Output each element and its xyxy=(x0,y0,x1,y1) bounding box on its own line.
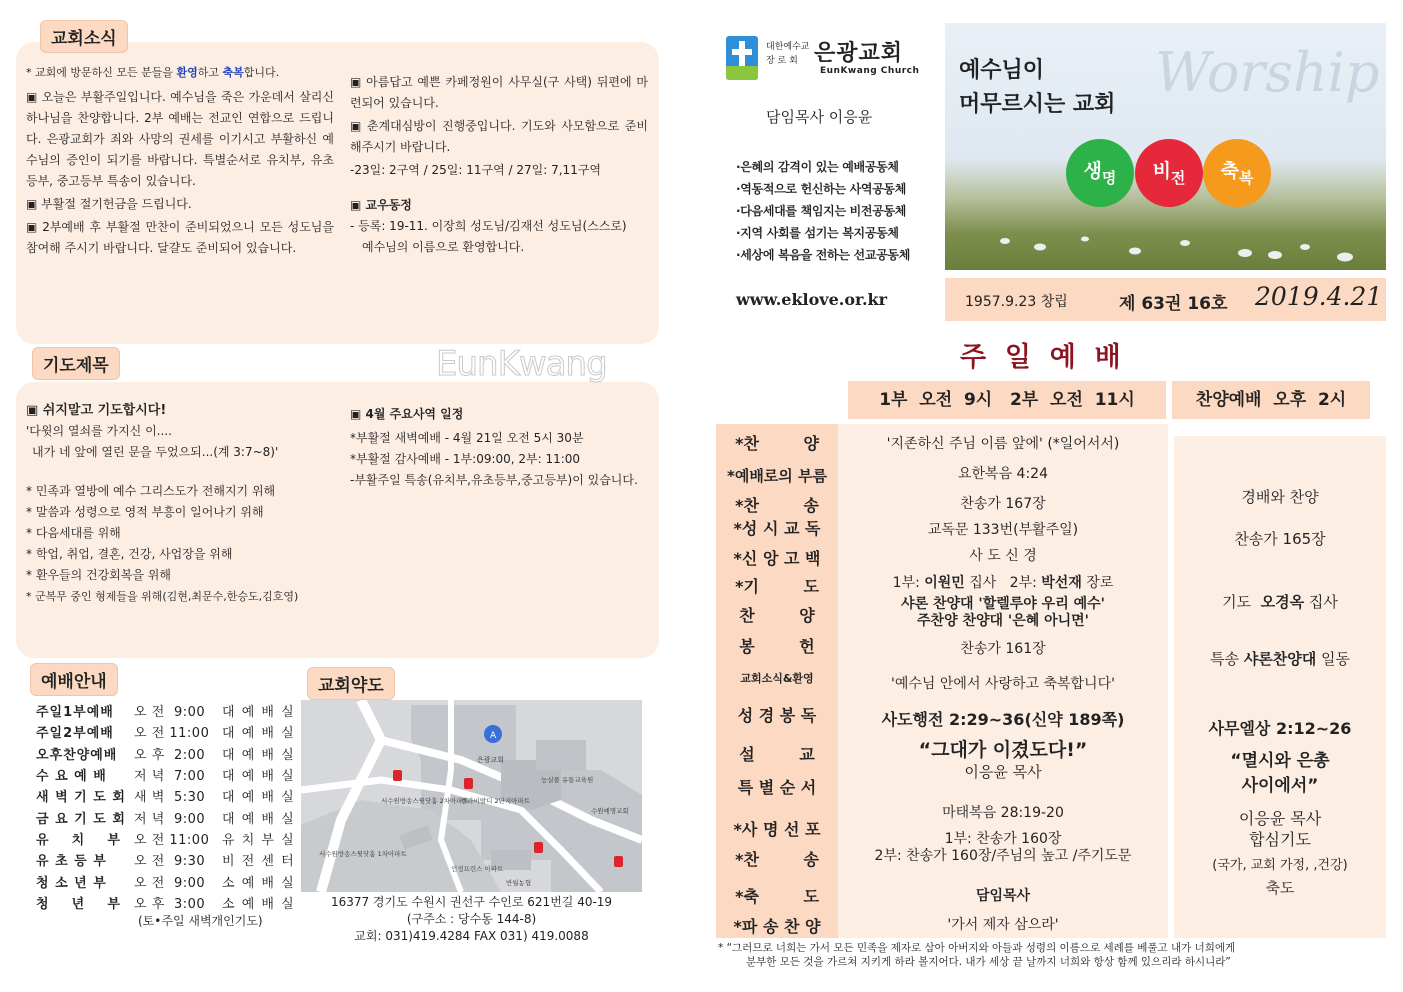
service-name: 주일1부예배 xyxy=(36,705,114,721)
vision-circle: 비$_전$ xyxy=(1135,139,1203,207)
order-label: 특 별 순 서 xyxy=(737,778,817,797)
service-time: 오 전 9:30 xyxy=(134,854,206,870)
prayer-item: * 환우들의 건강회복을 위해 xyxy=(26,568,171,582)
news-item: ▣ 아름답고 예쁜 카페정원이 사무실(구 사택) 뒤편에 마련되어 있습니다. xyxy=(350,75,648,110)
mission-item: ·세상에 복음을 전하는 선교공동체 xyxy=(736,248,910,262)
order-content: 담임목사 xyxy=(975,888,1031,904)
blessing-circle: 축$_복$ xyxy=(1203,139,1271,207)
church-map[interactable] xyxy=(301,700,642,892)
denomination: 대한예수교 장 로 회 xyxy=(766,42,810,66)
banner-line: 예수님이 xyxy=(959,58,1045,83)
preacher: 이응윤 목사 xyxy=(964,763,1042,781)
member-news-title: ▣ 교우동정 xyxy=(350,198,412,212)
order-label: *성 시 교 독 xyxy=(733,519,821,538)
order-label: *찬 송 xyxy=(735,496,819,515)
main-service-header: 1부 오전 9시 2부 오전 11시 xyxy=(848,381,1166,419)
order-content: '예수님 안에서 사랑하고 축복합니다' xyxy=(891,676,1115,692)
service-place: 대 예 배 실 xyxy=(222,790,296,806)
pastor-name: 담임목사 이응윤 xyxy=(766,108,873,126)
news-item: -23일: 2구역 / 25일: 11구역 / 27일: 7,11구역 xyxy=(350,163,602,177)
service-name: 청 소 년 부 xyxy=(36,875,107,891)
news-left-column xyxy=(26,62,334,259)
order-label: *축 도 xyxy=(735,887,819,906)
sermon-title: “그대가 이겼도다!” xyxy=(918,739,1088,761)
service-name: 수 요 예 배 xyxy=(36,769,107,785)
schedule-row xyxy=(34,892,297,913)
praise-order: 축도 xyxy=(1265,879,1295,897)
service-name: 주일2부예배 xyxy=(36,726,114,742)
address-line: 16377 경기도 수원시 권선구 수인로 621번길 40-19 xyxy=(330,895,613,909)
map-label: 능실풀 유통교육원 xyxy=(541,776,594,784)
prayer-tag: 기도제목 xyxy=(32,347,120,380)
service-place: 비 전 센 터 xyxy=(222,854,296,870)
order-label: *찬 송 xyxy=(735,850,819,869)
service-name: 유 초 등 부 xyxy=(36,854,107,870)
mission-item: ·은혜의 감격이 있는 예배공동체 xyxy=(736,160,899,174)
banner-image xyxy=(945,23,1386,270)
mission-item: ·역동적으로 헌신하는 사역공동체 xyxy=(736,182,907,196)
worship-title: 주 일 예 배 xyxy=(960,342,1121,373)
service-name: 금 요 기 도 회 xyxy=(36,811,126,827)
april-item: *부활절 감사예배 - 1부:09:00, 2부: 11:00 xyxy=(350,452,581,466)
prayer-item: * 민족과 열방에 예수 그리스도가 전해지기 위해 xyxy=(26,484,276,498)
schedule-note: (토•주일 새벽개인기도) xyxy=(138,914,263,928)
prayer-item: * 다음세대를 위해 xyxy=(26,526,121,540)
member-news-line: 예수님의 이름으로 환영합니다. xyxy=(362,240,525,254)
banner-line: 머무르시는 교회 xyxy=(959,92,1116,117)
order-label: *찬 양 xyxy=(735,434,819,453)
footer-verse: * “그러므로 너희는 가서 모든 민족을 제자로 삼아 아버지와 아들과 성령의 이름으로 세례를 베풀고 내가 너희에게 분부한 모든 것을 가르쳐 지키게 하라 볼지어다. 내가 세상 끝 날까지 너희와 항상 함께 있으리라 하시니라” xyxy=(718,942,1236,968)
order-content: 1부: 이원민 집사 2부: 박선재 장로 xyxy=(892,575,1114,591)
service-time: 새 벽 5:30 xyxy=(134,790,206,806)
schedule-row xyxy=(34,764,297,785)
service-name: 오후찬양예배 xyxy=(36,747,118,763)
prayer-verse: 내가 네 앞에 열린 문을 두었으되...(계 3:7~8)' xyxy=(32,445,279,459)
praise-sermon-title: “멸시와 은총 xyxy=(1230,751,1330,771)
order-content: 샤론 찬양대 '할렐루야 우리 예수' 주찬양 찬양대 '은혜 아니면' xyxy=(901,596,1105,629)
praise-order: (국가, 교회 가정, ,건강) xyxy=(1212,858,1348,873)
news-item: ▣ 2부예배 후 부활절 만찬이 준비되었으니 모든 성도님을 참여해 주시기 바랍니다. 달걀도 준비되어 있습니다. xyxy=(26,220,334,255)
map-label: 한라비발디 2단지아파트 xyxy=(461,797,530,805)
eunkwang-watermark: EunKwang xyxy=(436,344,607,384)
news-tag: 교회소식 xyxy=(40,20,128,53)
praise-order: 합심기도 xyxy=(1249,830,1311,849)
map-label: 은광교회 xyxy=(477,756,505,764)
order-content: '지존하신 주님 이름 앞에' (*일어서서) xyxy=(886,436,1120,452)
prayer-item: * 군복무 중인 형제들을 위해(김현,최문수,한승도,김호영) xyxy=(26,590,299,603)
schedule-table xyxy=(34,700,297,913)
praise-sermon-title: 사이에서” xyxy=(1241,776,1319,796)
map-label: 수원예명교회 xyxy=(591,807,629,815)
news-welcome: * 교회에 방문하신 모든 분들을 환영하고 축복합니다. xyxy=(26,66,280,79)
prayer-verse: '다윗의 열쇠를 가지신 이.... xyxy=(26,424,172,438)
scripture-reading: 사도행전 2:29~36(신약 189쪽) xyxy=(881,710,1125,729)
life-circle: 생$_명$ xyxy=(1066,139,1134,207)
schedule-row xyxy=(34,721,297,742)
service-place: 소 예 배 실 xyxy=(222,896,296,912)
service-place: 소 예 배 실 xyxy=(222,875,296,891)
service-place: 대 예 배 실 xyxy=(222,726,296,742)
april-item: -부활주일 특송(유치부,유초등부,중고등부)이 있습니다. xyxy=(350,473,638,487)
service-time: 오 전 9:00 xyxy=(134,705,206,721)
service-time: 저 녁 9:00 xyxy=(134,811,206,827)
service-time: 오 후 2:00 xyxy=(134,747,206,763)
order-label: *사 명 선 포 xyxy=(733,820,821,839)
order-content: 찬송가 167장 xyxy=(960,496,1046,512)
church-phone: 교회: 031)419.4284 FAX 031) 419.0088 xyxy=(354,929,589,943)
mission-item: ·다음세대를 책임지는 비전공동체 xyxy=(736,204,907,218)
order-content: 마태복음 28:19-20 xyxy=(942,805,1064,821)
address-old: (구주소 : 당수동 144-8) xyxy=(406,912,537,926)
service-name: 새 벽 기 도 회 xyxy=(36,790,126,806)
praise-order: 사무엘상 2:12~26 xyxy=(1208,719,1352,738)
order-content: 교독문 133번(부활주일) xyxy=(927,522,1079,538)
schedule-row xyxy=(34,870,297,891)
bus-stop-icon xyxy=(614,856,623,867)
order-label: *신 앙 고 백 xyxy=(733,549,821,568)
april-schedule xyxy=(350,404,648,491)
praise-order: 특송 샤론찬양대 일동 xyxy=(1210,650,1350,668)
schedule-row xyxy=(34,806,297,827)
order-label: *예배로의 부름 xyxy=(726,467,827,485)
order-content: 1부: 찬송가 160장 2부: 찬송가 160장/주님의 높고 /주기도문 xyxy=(874,831,1132,864)
april-title: ▣ 4월 주요사역 일정 xyxy=(350,407,464,421)
service-time: 오 후 3:00 xyxy=(134,896,206,912)
prayer-item: * 학업, 취업, 결혼, 건강, 사업장을 위해 xyxy=(26,547,233,561)
svg-text:A: A xyxy=(490,731,497,741)
order-label: 설 교 xyxy=(739,745,815,764)
service-time: 저 녁 7:00 xyxy=(134,769,206,785)
prayer-item: * 말씀과 성령으로 영적 부흥이 일어나기 위해 xyxy=(26,505,264,519)
service-name: 청 년 부 xyxy=(36,896,121,912)
praise-order: 찬송가 165장 xyxy=(1234,530,1326,548)
order-label: *기 도 xyxy=(735,577,819,596)
issue-date: 2019.4.21 xyxy=(1255,282,1383,311)
news-item: ▣ 오늘은 부활주일입니다. 예수님을 죽은 가운데서 살리신 하나님을 찬양합니다. 2부 예배는 전교인 연합으로 드립니다. 은광교회가 죄와 사망의 권세를 이기시고 부활하신 예수님의 증인이 되기를 바랍니다. 특별순서로 유치부, 유초등부, 중고등부 특송이 있습니다. xyxy=(26,90,334,188)
service-time: 오 전 11:00 xyxy=(134,832,210,848)
service-place: 대 예 배 실 xyxy=(222,747,296,763)
schedule-tag: 예배안내 xyxy=(30,663,118,696)
service-place: 대 예 배 실 xyxy=(222,811,296,827)
service-name: 유 치 부 xyxy=(36,832,121,848)
service-place: 유 치 부 실 xyxy=(222,832,296,848)
map-label: 반월농협 xyxy=(506,879,532,887)
schedule-row xyxy=(34,743,297,764)
service-place: 대 예 배 실 xyxy=(222,769,296,785)
church-website[interactable]: www.eklove.or.kr xyxy=(736,290,888,309)
map-tag: 교회약도 xyxy=(307,667,395,700)
mission-item: ·지역 사회를 섬기는 복지공동체 xyxy=(736,226,899,240)
order-content: 찬송가 161장 xyxy=(960,641,1046,657)
news-right-column xyxy=(350,72,648,258)
news-item: ▣ 춘계대심방이 진행중입니다. 기도와 사모함으로 준비해주시기 바랍니다. xyxy=(350,119,648,154)
order-content: 사 도 신 경 xyxy=(969,548,1037,564)
service-place: 대 예 배 실 xyxy=(222,705,296,721)
founded-date: 1957.9.23 창립 xyxy=(965,294,1068,310)
schedule-row xyxy=(34,828,297,849)
church-logo xyxy=(726,36,926,82)
sheep-illustration xyxy=(945,223,1386,270)
schedule-row xyxy=(34,700,297,721)
cross-logo-icon xyxy=(726,36,758,80)
praise-order: 경배와 찬양 xyxy=(1241,488,1319,506)
bus-stop-icon xyxy=(534,842,543,853)
issue-info-bar xyxy=(945,278,1386,321)
order-label: 봉 헌 xyxy=(739,637,815,656)
bus-stop-icon xyxy=(464,778,473,789)
order-content: '가서 제자 삼으라' xyxy=(947,917,1059,933)
order-label: *파 송 찬 양 xyxy=(733,917,821,936)
banner-script: Worship xyxy=(1155,41,1380,104)
praise-order: 이응윤 목사 xyxy=(1238,809,1322,828)
order-label: 교회소식&환영 xyxy=(740,672,814,685)
schedule-row xyxy=(34,849,297,870)
bus-stop-icon xyxy=(393,770,402,781)
schedule-row xyxy=(34,785,297,806)
map-label: 서수원방송스윗닷홈 1차아파트 xyxy=(319,850,407,858)
april-item: *부활절 새벽예배 - 4월 21일 오전 5시 30분 xyxy=(350,431,584,445)
prayer-left-column xyxy=(26,400,346,607)
order-label: 성 경 봉 독 xyxy=(737,706,817,725)
prayer-title: ▣ 쉬지말고 기도합시다! xyxy=(26,403,167,418)
church-address xyxy=(301,894,642,945)
praise-service-header: 찬양예배 오후 2시 xyxy=(1172,381,1370,419)
order-label: 찬 양 xyxy=(739,606,815,625)
map-drawing xyxy=(301,700,642,892)
issue-volume: 제 63권 16호 xyxy=(1119,294,1228,314)
map-label: 인정프린스 아파트 xyxy=(451,865,504,873)
church-name-en: EunKwang Church xyxy=(820,66,920,76)
church-name: 은광교회 xyxy=(814,41,904,66)
member-news-line: - 등록: 19-11. 이장희 성도님/김재선 성도님(스스로) xyxy=(350,219,627,233)
mission-list xyxy=(736,156,910,266)
service-time: 오 전 11:00 xyxy=(134,726,210,742)
order-content: 요한복음 4:24 xyxy=(958,466,1048,482)
praise-order: 기도 오경옥 집사 xyxy=(1222,593,1338,611)
news-item: ▣ 부활절 절기헌금을 드립니다. xyxy=(26,197,192,211)
service-time: 오 전 9:00 xyxy=(134,875,206,891)
map-label: 서수원방송스윗닷홈 2차아파트 xyxy=(381,797,469,805)
